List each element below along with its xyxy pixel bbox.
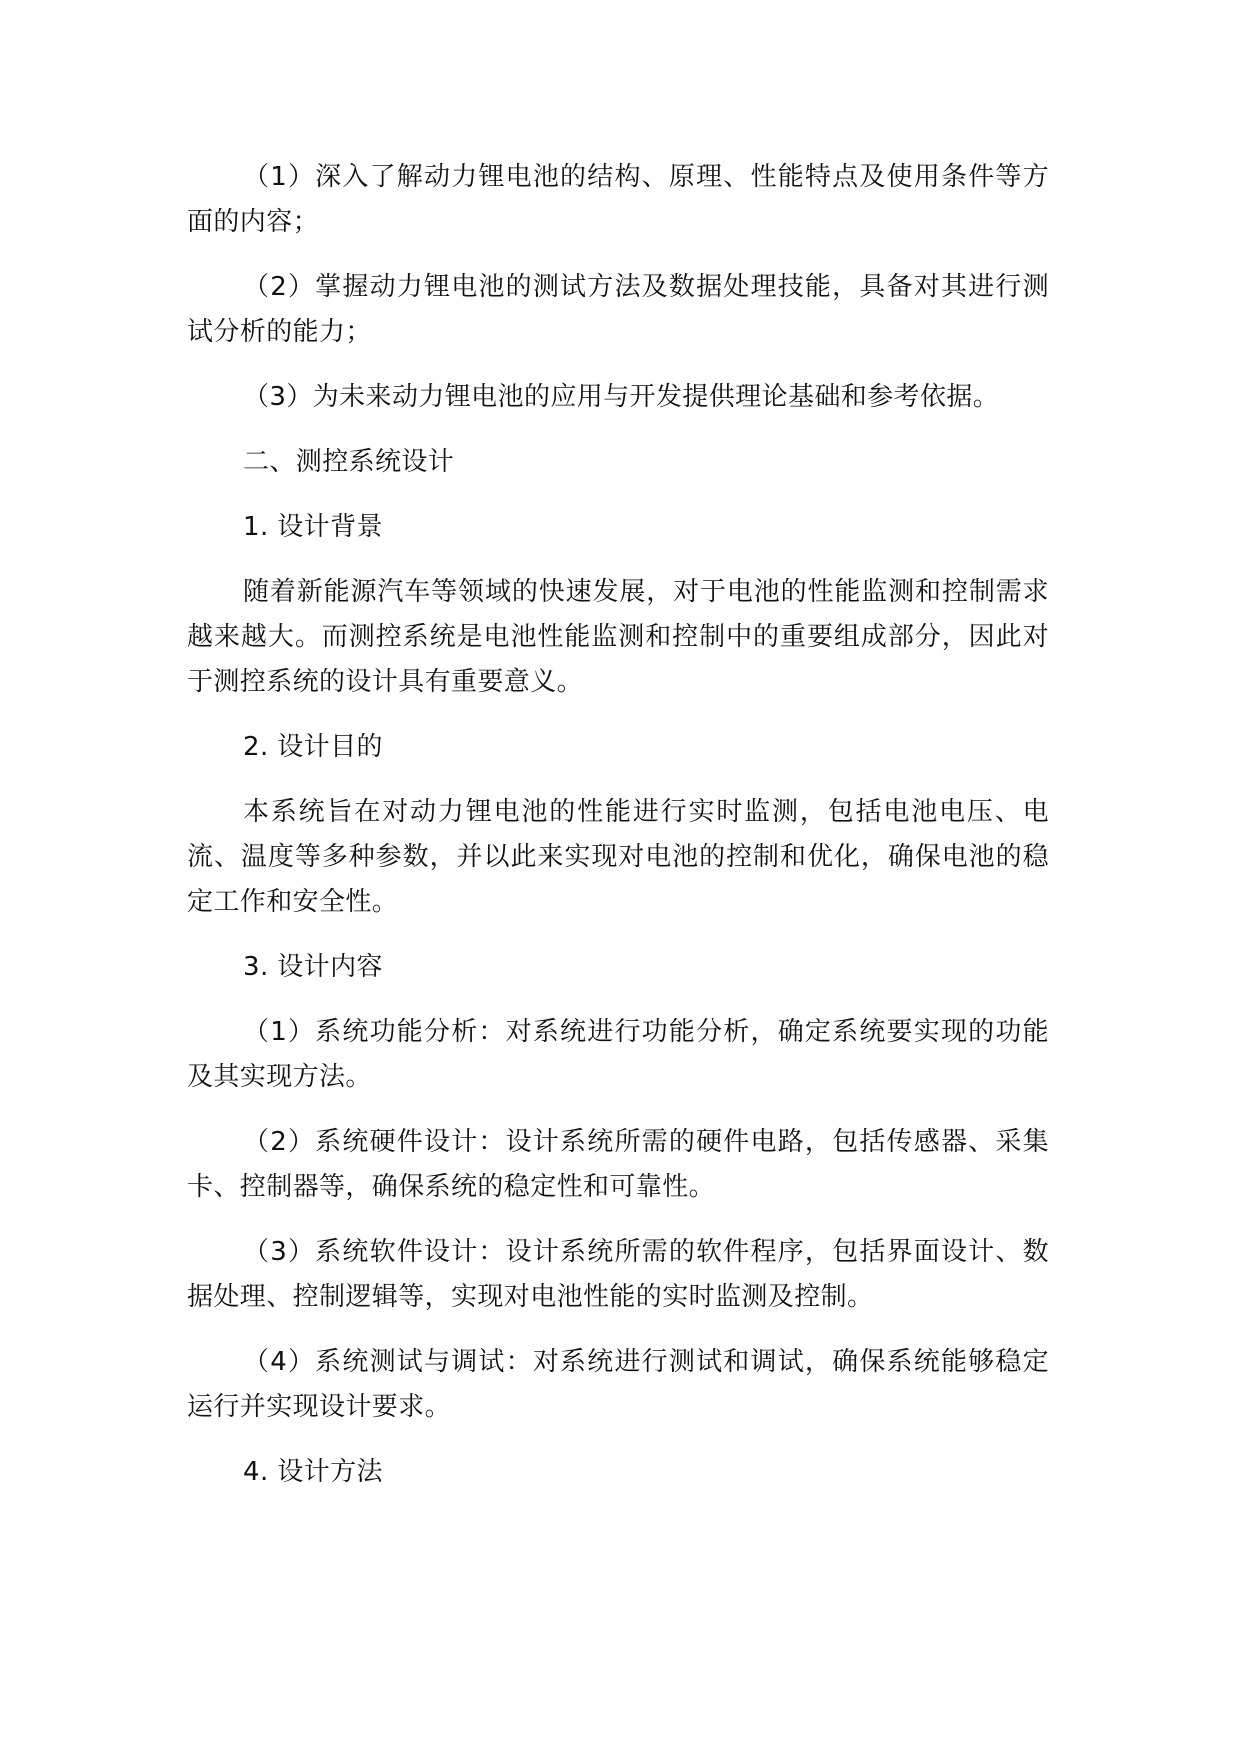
subheading-content: 3. 设计内容 [243,952,383,982]
document-body [187,155,1049,1515]
paragraph-background: 随着新能源汽车等领域的快速发展，对于电池的性能监测和控制需求越来越大。而测控系统是电池性能监测和控制中的重要组成部分，因此对于测控系统的设计具有重要意义。 [187,577,1049,697]
content-item-3: （3）系统软件设计：设计系统所需的软件程序，包括界面设计、数据处理、控制逻辑等，实现对电池性能的实时监测及控制。 [187,1237,1049,1312]
subheading-purpose: 2. 设计目的 [243,732,383,762]
subheading-background: 1. 设计背景 [243,512,383,542]
objective-item-3: （3）为未来动力锂电池的应用与开发提供理论基础和参考依据。 [243,382,1000,412]
paragraph-purpose: 本系统旨在对动力锂电池的性能进行实时监测，包括电池电压、电流、温度等多种参数，并以此来实现对电池的控制和优化，确保电池的稳定工作和安全性。 [187,797,1049,917]
objective-item-2: （2）掌握动力锂电池的测试方法及数据处理技能，具备对其进行测试分析的能力； [187,272,1049,347]
objective-item-1: （1）深入了解动力锂电池的结构、原理、性能特点及使用条件等方面的内容； [187,162,1049,237]
content-item-1: （1）系统功能分析：对系统进行功能分析，确定系统要实现的功能及其实现方法。 [187,1017,1049,1092]
subheading-method: 4. 设计方法 [243,1457,383,1487]
content-item-4: （4）系统测试与调试：对系统进行测试和调试，确保系统能够稳定运行并实现设计要求。 [187,1347,1049,1422]
content-item-2: （2）系统硬件设计：设计系统所需的硬件电路，包括传感器、采集卡、控制器等，确保系统的稳定性和可靠性。 [187,1127,1049,1202]
section-heading: 二、测控系统设计 [243,447,455,477]
